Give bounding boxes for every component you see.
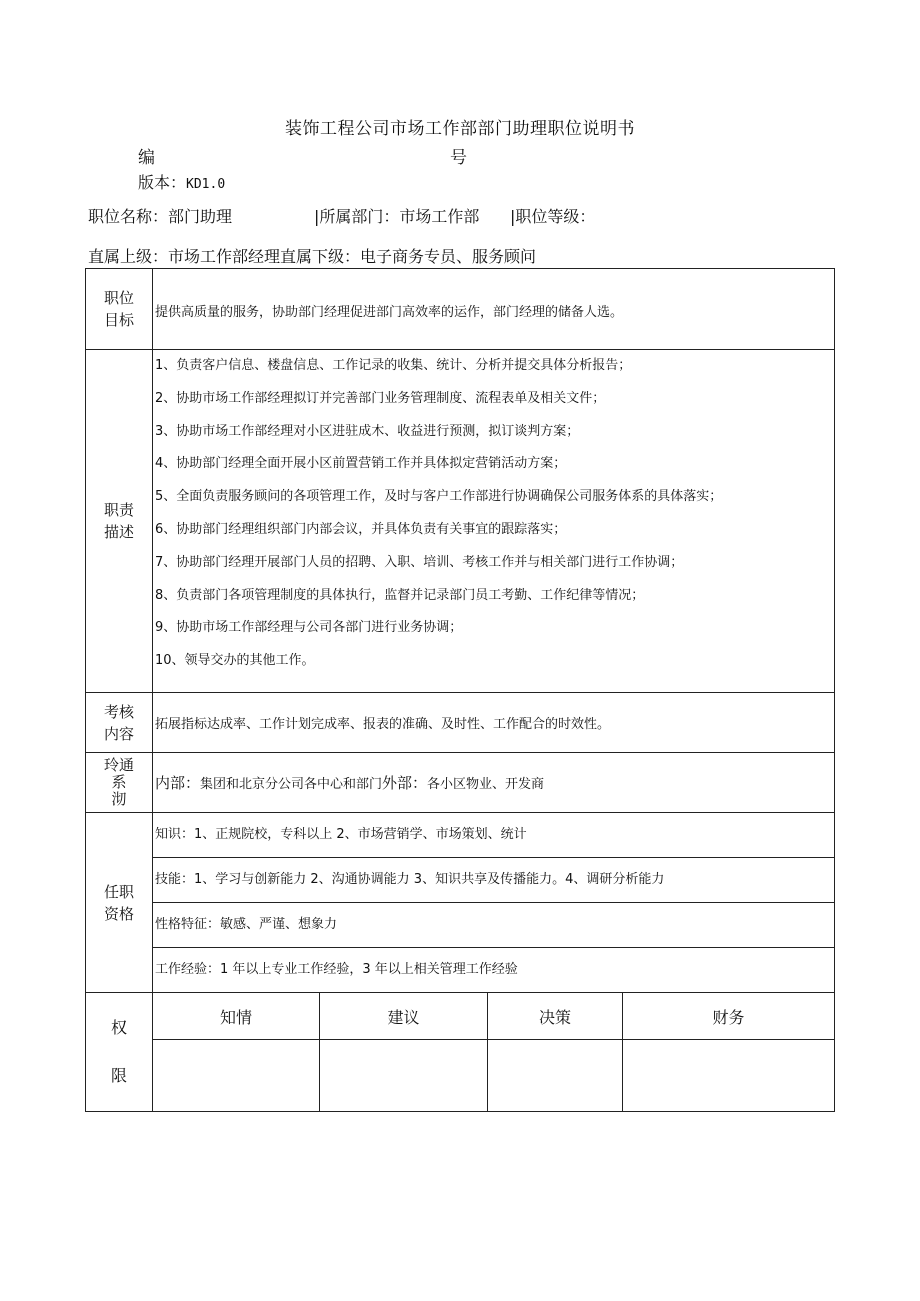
authority-cell-suggest (320, 1040, 488, 1112)
duty-item: 2、协助市场工作部经理拟订并完善部门业务管理制度、流程表单及相关文件； (155, 390, 606, 406)
position-grade: |职位等级： (510, 207, 596, 226)
authority-label (86, 993, 153, 1112)
duty-item: 3、协助市场工作部经理对小区进驻成木、收益进行预测，拟订谈判方案； (155, 423, 580, 439)
qualify-label-line2: 资格 (103, 904, 134, 923)
qualify-label-line1: 任职 (103, 882, 134, 901)
duty-item: 5、全面负责服务顾问的各项管理工作，及时与客户工作部进行协调确保公司服务体系的具体落实； (155, 489, 723, 505)
duties-list (153, 350, 835, 693)
duty-item: 10、领导交办的其他工作。 (155, 653, 315, 669)
comm-row (86, 753, 835, 813)
authority-col-suggest: 建议 (320, 993, 488, 1040)
duties-label (86, 350, 153, 693)
authority-cells (153, 993, 835, 1112)
comm-text (153, 753, 835, 813)
assess-row (86, 693, 835, 753)
duty-item: 1、负责客户信息、楼盘信息、工作记录的收集、统计、分析并提交具体分析报告； (155, 358, 632, 373)
version-label: 版本： (138, 173, 187, 192)
qualify-skills: 技能：1、学习与创新能力 2、沟通协调能力 3、知识共享及传播能力。4、调研分析能力 (153, 858, 834, 903)
position-name: 职位名称：部门助理 (88, 207, 233, 226)
duty-item: 7、协助部门经理开展部门人员的招聘、入职、培训、考核工作并与相关部门进行工作协调； (155, 554, 684, 570)
goal-row (86, 269, 835, 350)
position-info-line (88, 204, 595, 227)
authority-label-line1: 权 (110, 1018, 127, 1037)
comm-label (86, 753, 153, 813)
position-dept: |所属部门：市场工作部 (314, 207, 480, 226)
authority-cell-decide (488, 1040, 623, 1112)
version-code: KD1.0 (186, 177, 226, 192)
document-title: 装饰工程公司市场工作部部门助理职位说明书 (285, 119, 635, 139)
authority-col-know: 知情 (153, 993, 320, 1040)
authority-row (86, 993, 835, 1112)
job-description-table (85, 268, 835, 1112)
comm-label-line3: 沏 (111, 790, 127, 808)
comm-external-label: 外部： (382, 774, 428, 792)
superior-subordinate-line: 直属上级：市场工作部经理直属下级：电子商务专员、服务顾问 (88, 247, 537, 266)
qualify-cells (153, 813, 835, 993)
doc-number-label-left: 编 (138, 148, 155, 168)
assess-label-line2: 内容 (103, 724, 134, 743)
goal-text: 提供高质量的服务，协助部门经理促进部门高效率的运作，部门经理的储备人选。 (153, 269, 835, 350)
qualify-knowledge: 知识：1、正规院校，专科以上 2、市场营销学、市场策划、统计 (153, 813, 834, 858)
duties-label-line2: 描述 (103, 523, 134, 541)
comm-label-line1: 玲通 (103, 756, 134, 774)
comm-label-line2: 系 (111, 773, 127, 791)
authority-col-finance: 财务 (623, 993, 835, 1040)
duty-item: 8、负责部门各项管理制度的具体执行，监督并记录部门员工考勤、工作纪律等情况； (155, 587, 645, 603)
comm-internal-label: 内部： (155, 774, 201, 792)
qualify-label (86, 813, 153, 993)
duties-label-line1: 职责 (103, 501, 134, 519)
qualify-experience: 工作经验：1 年以上专业工作经验，3 年以上相关管理工作经验 (155, 962, 518, 977)
authority-label-line2: 限 (110, 1066, 127, 1085)
duty-item: 4、协助部门经理全面开展小区前置营销工作并具体拟定营销活动方案； (155, 456, 567, 472)
goal-label (86, 269, 153, 350)
goal-label-line1: 职位 (103, 289, 134, 307)
authority-cell-know (153, 1040, 320, 1112)
comm-external-text: 各小区物业、开发商 (427, 777, 545, 792)
duty-item: 6、协助部门经理组织部门内部会议，并具体负责有关事宜的跟踪落实； (155, 521, 567, 537)
goal-label-line2: 目标 (103, 311, 134, 329)
assess-label-line1: 考核 (103, 702, 134, 721)
assess-text: 拓展指标达成率、工作计划完成率、报表的准确、及时性、工作配合的时效性。 (153, 693, 835, 753)
duties-row (86, 350, 835, 693)
qualify-row (86, 813, 835, 993)
qualify-personality: 性格特征：敏感、严谨、想象力 (153, 903, 834, 948)
authority-cell-finance (623, 1040, 835, 1112)
duty-item: 9、协助市场工作部经理与公司各部门进行业务协调； (155, 620, 463, 636)
authority-table (153, 993, 834, 1111)
authority-col-decide: 决策 (488, 993, 623, 1040)
doc-number-label-right: 号 (450, 148, 467, 168)
version-line (138, 170, 225, 193)
assess-label (86, 693, 153, 753)
comm-internal-text: 集团和北京分公司各中心和部门 (200, 777, 383, 792)
